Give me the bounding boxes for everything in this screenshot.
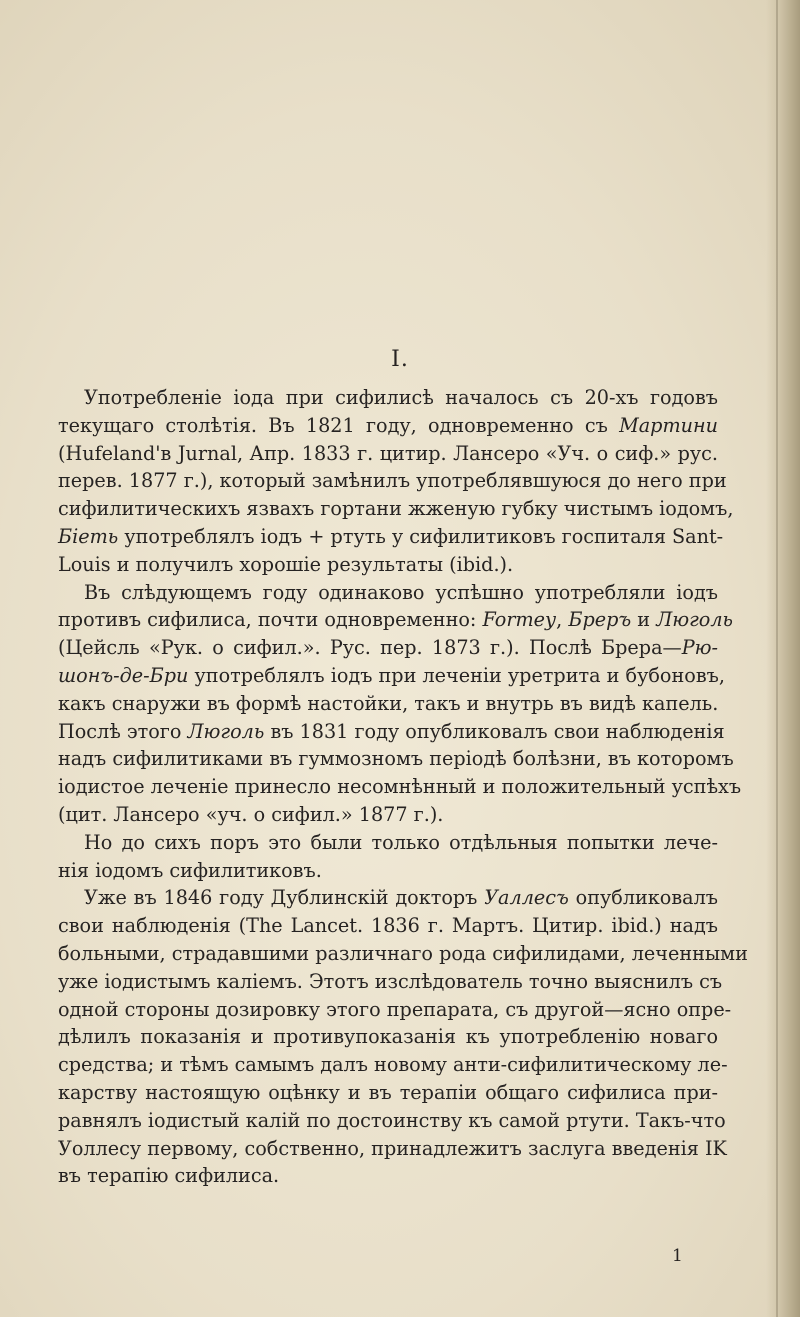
italic-name: Мартини — [619, 413, 718, 437]
text-line — [58, 1107, 726, 1135]
text-line — [58, 1023, 718, 1051]
paragraph — [58, 829, 718, 885]
text-run: іодистое леченіе принесло несомнѣнный и положительный успѣхъ — [58, 775, 742, 799]
text-run: въ терапію сифилиса. — [58, 1164, 280, 1188]
text-line — [58, 718, 725, 746]
section-heading: I. — [391, 347, 409, 372]
text-line — [58, 884, 718, 912]
text-run: сифилитическихъ язвахъ гортани жженую губку чистымъ іодомъ, — [58, 497, 734, 521]
text-run: какъ снаружи въ формѣ настойки, такъ и внутрь въ видѣ капель. — [58, 691, 719, 715]
text-line — [58, 467, 727, 495]
text-run: Въ слѣдующемъ году одинаково успѣшно употребляли іодъ — [84, 580, 718, 604]
text-run: нія іодомъ сифилитиковъ. — [58, 858, 322, 882]
text-run: карству настоящую оцѣнку и въ терапіи общаго сифилиса при- — [58, 1080, 718, 1104]
text-run: Употребленіе іода при сифилисѣ началось съ 20-хъ годовъ — [84, 386, 718, 409]
text-run: противъ сифилиса, почти одновременно: — [58, 608, 483, 632]
italic-name: Forтеу — [482, 608, 557, 632]
text-run: надъ сифилитиками въ гуммозномъ періодѣ болѣзни, въ которомъ — [58, 747, 734, 771]
text-line — [58, 968, 723, 996]
text-line — [58, 940, 748, 968]
page-edge-shadow — [766, 0, 800, 1317]
text-run: (Цейсль «Рук. о сифил.». Рус. пер. 1873 г.). Послѣ Брера— — [58, 636, 682, 660]
text-run: уже іодистымъ каліемъ. Этотъ изслѣдователь точно выяснилъ съ — [58, 969, 723, 993]
text-run: дѣлилъ показанія и противупоказанія къ употребленію новаго — [58, 1025, 718, 1049]
text-run: одной стороны дозировку этого препарата, съ другой—ясно опре- — [58, 997, 732, 1021]
text-run: Но до сихъ поръ это были только отдѣльныя попытки лече- — [84, 830, 718, 854]
text-line — [58, 606, 734, 634]
text-line — [58, 1135, 727, 1163]
text-line — [58, 857, 718, 885]
text-run: Уже въ 1846 году Дублинскій докторъ — [84, 886, 485, 910]
text-line — [58, 634, 718, 662]
text-run: Louis и получилъ хорошіе результаты (ibid.). — [58, 552, 514, 576]
paragraph — [58, 884, 748, 1190]
text-run: опубликовалъ — [568, 886, 718, 910]
paragraph — [58, 579, 742, 829]
text-run: и — [631, 608, 657, 632]
text-line — [58, 801, 718, 829]
text-line — [58, 1162, 718, 1190]
text-line — [58, 412, 718, 440]
binding-fold — [776, 0, 778, 1317]
text-run: текущаго столѣтія. Въ 1821 году, одновременно съ — [58, 413, 620, 437]
text-run: , — [556, 608, 569, 632]
text-run: перев. 1877 г.), который замѣнилъ употреблявшуюся до него при — [58, 469, 727, 493]
page-number: 1 — [672, 1246, 683, 1266]
text-line — [58, 773, 742, 801]
text-run: Уоллесу первому, собственно, принадлежитъ заслуга введенія IK — [58, 1136, 727, 1160]
text-run: средства; и тѣмъ самымъ далъ новому анти-сифилитическому ле- — [58, 1053, 728, 1077]
text-line — [58, 1079, 718, 1107]
text-run: употреблялъ іодъ + ртуть у сифилитиковъ госпиталя Sant- — [118, 524, 724, 548]
italic-name: Уаллесъ — [484, 886, 569, 910]
text-run: въ 1831 году опубликовалъ свои наблюденія — [264, 719, 725, 743]
text-line — [58, 579, 718, 607]
text-line — [58, 912, 718, 940]
text-run: Послѣ этого — [58, 719, 188, 743]
text-line — [58, 662, 725, 690]
text-line — [58, 495, 734, 523]
text-line — [58, 384, 718, 412]
text-line — [58, 523, 724, 551]
text-line — [58, 1051, 728, 1079]
italic-name: шонъ-де-Бри — [58, 663, 189, 687]
text-run: (цит. Лансеро «уч. о сифил.» 1877 г.). — [58, 802, 444, 826]
text-line — [58, 996, 732, 1024]
italic-name: Люголь — [187, 719, 265, 743]
text-run: (Hufeland'в Jurnal, Апр. 1833 г. цитир. Лансеро «Уч. о сиф.» рус. — [58, 441, 718, 465]
italic-name: Рю- — [681, 636, 718, 660]
italic-name: Люголь — [656, 608, 734, 632]
italic-name: Бреръ — [568, 608, 632, 632]
text-run: больными, страдавшими различнаго рода сифилидами, леченными — [58, 941, 748, 965]
text-run: употреблялъ іодъ при леченіи уретрита и бубоновъ, — [188, 663, 725, 687]
text-run: равнялъ іодистый калій по достоинству къ самой ртути. Такъ-что — [58, 1108, 726, 1132]
text-line — [58, 829, 718, 857]
text-line — [58, 745, 734, 773]
body-text — [58, 384, 748, 1190]
text-line — [58, 690, 718, 718]
text-run: свои наблюденія (The Lancet. 1836 г. Мартъ. Цитир. ibid.) надъ — [58, 914, 718, 938]
text-line — [58, 440, 718, 468]
paragraph — [58, 384, 734, 579]
italic-name: Біеть — [58, 524, 119, 548]
text-line — [58, 551, 718, 579]
